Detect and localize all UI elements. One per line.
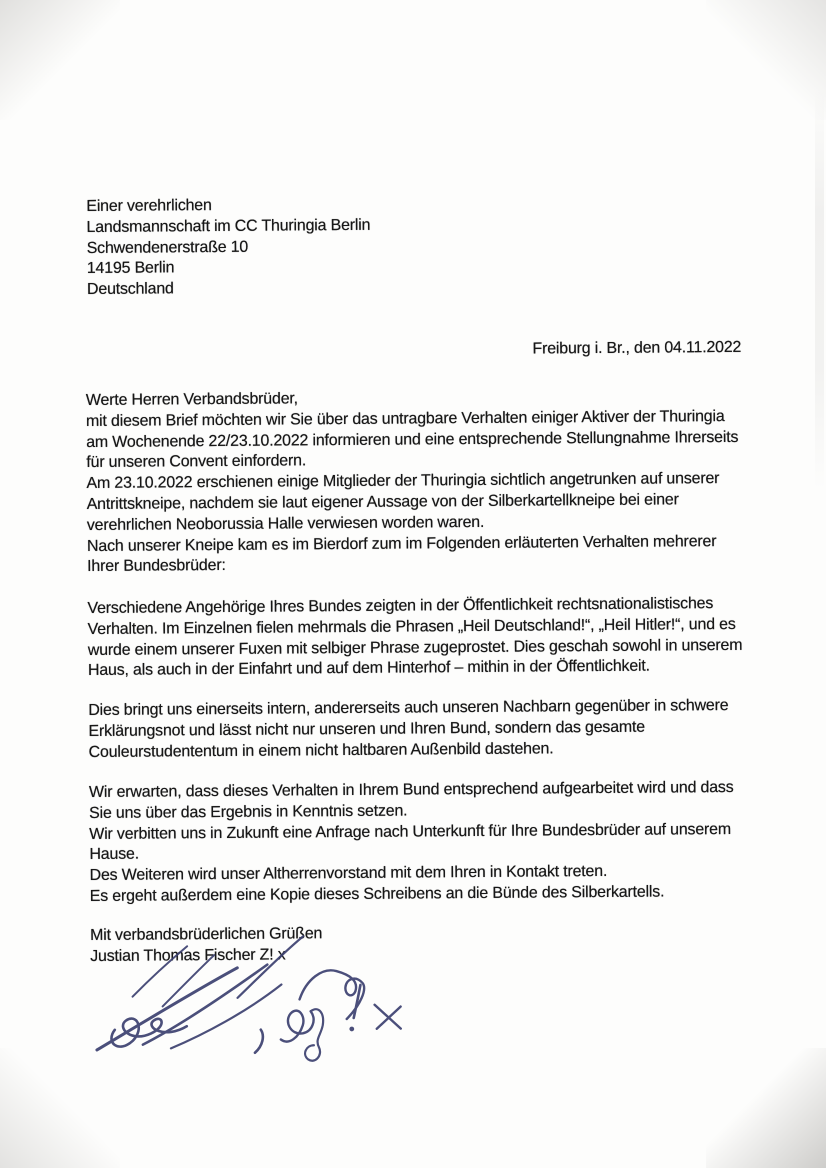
text-line: am Wochenende 22/23.10.2022 informieren und eine entsprechende Stellungnahme Ihrerseits bbox=[86, 428, 739, 451]
recipient-address bbox=[86, 195, 371, 301]
signature-ink-strokes bbox=[74, 932, 475, 1080]
text-line: Deutschland bbox=[86, 280, 174, 299]
text-line: wurde einem unserer Fuxen mit selbiger Phrase zugeprostet. Dies geschah sowohl in unserem bbox=[87, 636, 743, 659]
paragraph-incident bbox=[87, 594, 742, 682]
text-line: Verhalten. Im Einzelnen fielen mehrmals die Phrasen „Heil Deutschland!“, „Heil Hitler!“, und es bbox=[87, 615, 736, 638]
text-line: Couleurstudententum in einem nicht haltbaren Außenbild dastehen. bbox=[88, 739, 554, 761]
text-line: Dies bringt uns einerseits intern, andererseits auch unseren Nachbarn gegenüber in schwere bbox=[88, 696, 729, 720]
text-line: Am 23.10.2022 erschienen einige Mitglieder der Thuringia sichtlich angetrunken auf unserer bbox=[86, 470, 720, 493]
text-line: Justian Thomas Fischer Z! x bbox=[90, 946, 286, 965]
text-line: Des Weiteren wird unser Altherrenvorstand mit dem Ihren in Kontakt treten. bbox=[89, 863, 608, 885]
text-line: Wir verbitten uns in Zukunft eine Anfrage nach Unterkunft für Ihre Bundesbrüder auf unserem bbox=[89, 820, 732, 843]
text-line: Schwendenerstraße 10 bbox=[86, 238, 249, 257]
text-line: Einer verehrlichen bbox=[86, 197, 212, 216]
handwritten-signature bbox=[74, 932, 475, 1080]
text-line: Hause. bbox=[89, 846, 139, 864]
text-line: verehrlichen Neoborussia Halle verwiesen worden waren. bbox=[86, 513, 485, 534]
text-line: Haus, als auch in der Einfahrt und auf dem Hinterhof – mithin in der Öffentlichkeit. bbox=[87, 658, 650, 680]
text-line: Es ergeht außerdem eine Kopie dieses Schreibens an die Bünde des Silberkartells. bbox=[89, 883, 665, 906]
text-line: Mit verbandsbrüderlichen Grüßen bbox=[89, 925, 323, 945]
text-line: Verschiedene Angehörige Ihres Bundes zeigten in der Öffentlichkeit rechtsnationalistisches bbox=[87, 595, 714, 618]
text-line: Antrittskneipe, nachdem sie laut eigener Aussage von der Silberkartellkneipe bei einer bbox=[86, 491, 679, 514]
paragraph-salutation-and-intro bbox=[86, 386, 740, 578]
text-line: Ihrer Bundesbrüder: bbox=[87, 557, 226, 576]
paragraph-impact bbox=[88, 696, 729, 763]
text-line: 14195 Berlin bbox=[86, 259, 175, 278]
date-line: Freiburg i. Br., den 04.11.2022 bbox=[532, 338, 742, 358]
text-line: Landsmannschaft im CC Thuringia Berlin bbox=[86, 216, 371, 236]
text-line: Wir erwarten, dass dieses Verhalten in Ihrem Bund entsprechend aufgearbeitet wird und dass bbox=[88, 778, 734, 802]
text-line: mit diesem Brief möchten wir Sie über das untragbare Verhalten einiger Aktiver der Thuringia bbox=[85, 407, 725, 430]
text-line: für unseren Convent einfordern. bbox=[86, 452, 307, 472]
text-line: Erklärungsnot und lässt nicht nur unseren und Ihren Bund, sondern das gesamte bbox=[88, 718, 646, 740]
paragraph-demands bbox=[89, 778, 735, 908]
text-line: Sie uns über das Ergebnis in Kenntnis setzen. bbox=[89, 802, 408, 822]
text-line: Nach unserer Kneipe kam es im Bierdorf zum im Folgenden erläuterten Verhalten mehrerer bbox=[86, 532, 717, 555]
text-line: Werte Herren Verbandsbrüder, bbox=[85, 390, 298, 410]
